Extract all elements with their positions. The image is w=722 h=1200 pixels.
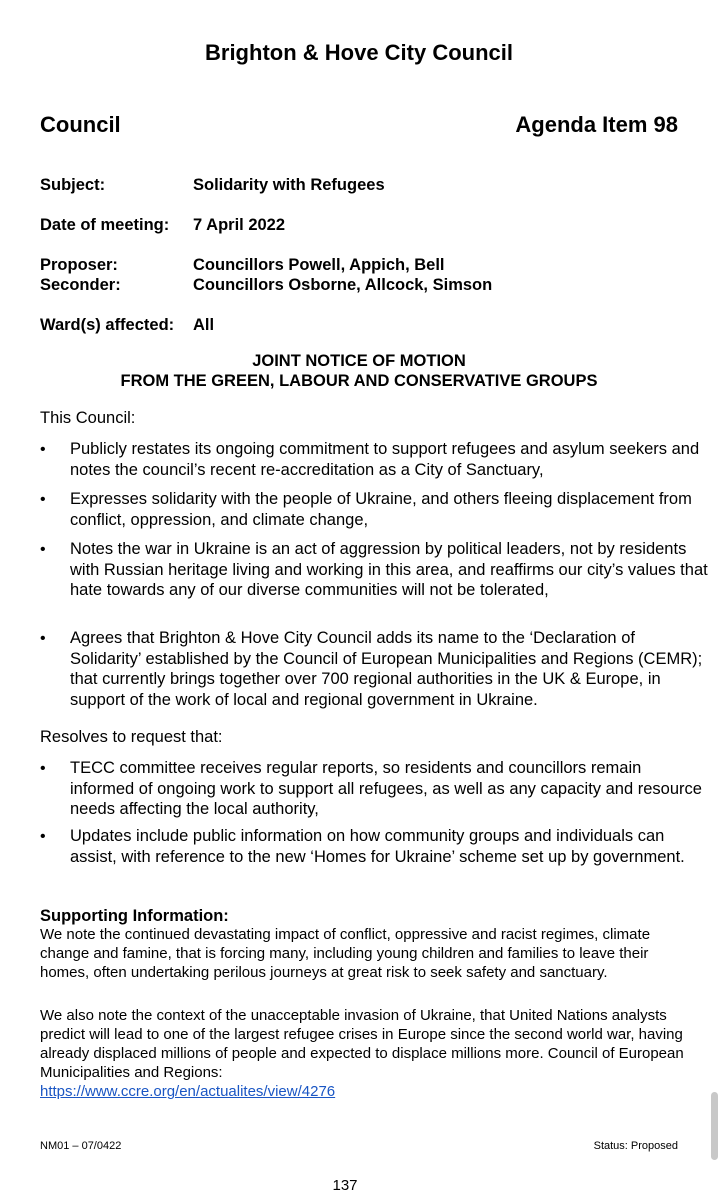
bullet-icon: • (40, 630, 46, 647)
footer-reference: NM01 – 07/0422 (40, 1140, 122, 1152)
council-name-title: Brighton & Hove City Council (205, 40, 513, 65)
agenda-item-heading: Agenda Item 98 (515, 112, 678, 137)
footer-status: Status: Proposed (593, 1140, 678, 1152)
bullet-icon: • (40, 491, 46, 508)
date-value: 7 April 2022 (193, 216, 286, 234)
proposer-value: Councillors Powell, Appich, Bell (193, 256, 445, 274)
cemr-link[interactable]: https://www.ccre.org/en/actualites/view/4276 (40, 1083, 336, 1100)
resolves-point-1: TECC committee receives regular reports, so residents and councillors remain informed of ongoing work to support all refugees, as well as any capacity and resource needs affecting the local authority, (70, 759, 702, 818)
supporting-para-2: We also note the context of the unacceptable invasion of Ukraine, that United Nations analysts predict will lead to one of the largest refugee crises in Europe since the second world war, having already displaced millions of people and expected to displace millions more. Council of European Municipalities and Regions: (40, 1007, 684, 1081)
bullet-icon: • (40, 441, 46, 458)
council-point-2: Expresses solidarity with the people of Ukraine, and others fleeing displacement from conflict, oppression, and climate change, (70, 490, 692, 529)
bullet-icon: • (40, 541, 46, 558)
vertical-scrollbar[interactable] (711, 1092, 718, 1160)
subject-label: Subject: (40, 176, 106, 194)
bullet-icon: • (40, 760, 46, 777)
date-label: Date of meeting: (40, 216, 170, 234)
council-point-1: Publicly restates its ongoing commitment to support refugees and asylum seekers and notes the council’s recent re-accreditation as a City of Sanctuary, (70, 440, 700, 479)
ward-value: All (193, 316, 215, 334)
seconder-label: Seconder: (40, 276, 121, 294)
ward-label: Ward(s) affected: (40, 316, 175, 334)
motion-title-line-2: FROM THE GREEN, LABOUR AND CONSERVATIVE GROUPS (120, 372, 598, 390)
resolves-point-2: Updates include public information on how community groups and individuals can assist, with reference to the new ‘Homes for Ukraine’ scheme set up by government. (70, 827, 685, 866)
page-number: 137 (332, 1177, 358, 1194)
seconder-value: Councillors Osborne, Allcock, Simson (193, 276, 493, 294)
supporting-para-1: We note the continued devastating impact of conflict, oppressive and racist regimes, climate change and famine, that is forcing many, including young children and families to leave their homes, often undertaking perilous journeys at great risk to seek safety and sanctuary. (40, 926, 651, 981)
motion-title-line-1: JOINT NOTICE OF MOTION (252, 352, 466, 370)
bullet-icon: • (40, 828, 46, 845)
cemr-link-line (40, 1082, 690, 1101)
supporting-info-heading: Supporting Information: (40, 907, 229, 925)
resolves-intro: Resolves to request that: (40, 728, 223, 746)
proposer-label: Proposer: (40, 256, 118, 274)
intro-text: This Council: (40, 409, 136, 427)
document-type-heading: Council (40, 112, 121, 137)
subject-value: Solidarity with Refugees (193, 176, 385, 194)
council-point-3: Notes the war in Ukraine is an act of aggression by political leaders, not by residents with Russian heritage living and working in this area, and reaffirms our city’s values that hate towards any of our diverse communities will not be tolerated, (70, 540, 708, 599)
council-point-4: Agrees that Brighton & Hove City Council adds its name to the ‘Declaration of Solidarity’ established by the Council of European Municipalities and Regions (CEMR); that currently brings together over 700 regional authorities in the UK & Europe, in support of the work of local and regional government in Ukraine. (70, 629, 703, 709)
